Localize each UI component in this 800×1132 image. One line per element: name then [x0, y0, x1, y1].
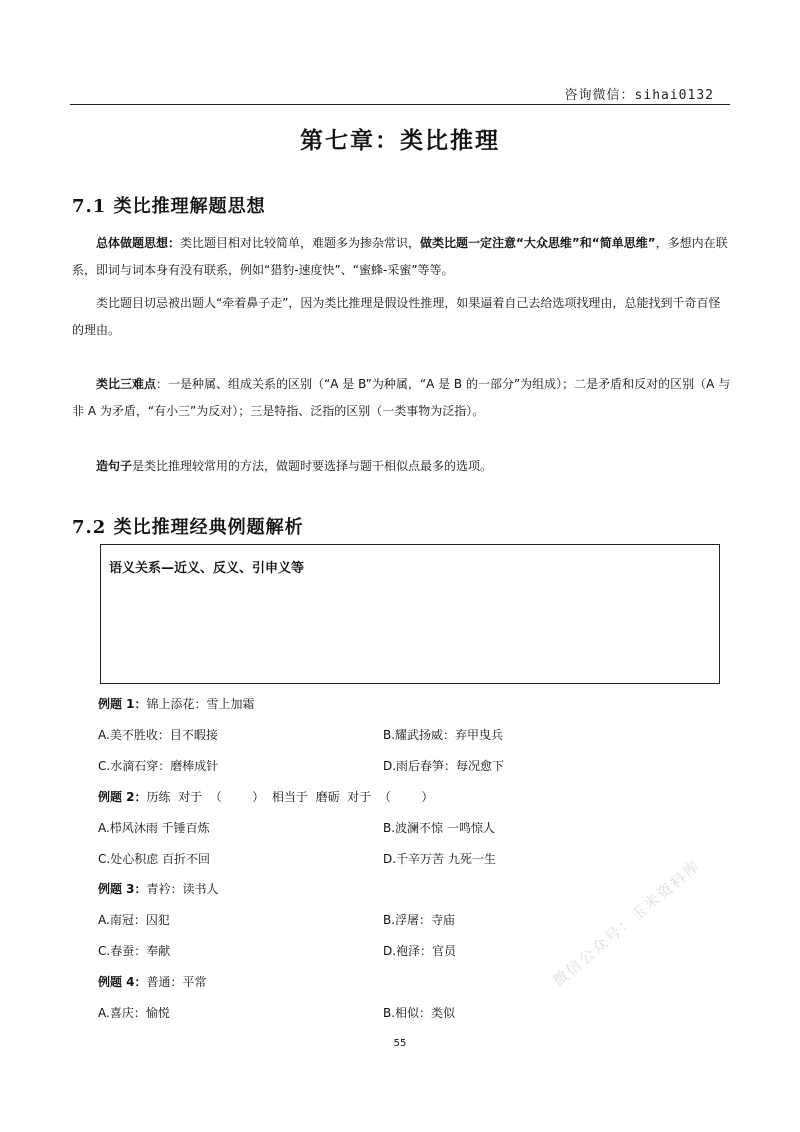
- paragraph-three-difficulties: [72, 371, 732, 425]
- example-1-stem: [98, 695, 255, 713]
- example-1-option-b: B.耀武扬威：弃甲曳兵: [383, 728, 504, 742]
- example-2-option-b: B.波澜不惊 一鸣惊人: [383, 821, 495, 835]
- example-4-question: 普通：平常: [146, 975, 207, 989]
- paragraph-caution: [72, 290, 732, 344]
- topic-box-title: 语义关系—近义、反义、引申义等: [109, 561, 305, 576]
- example-2-stem: [98, 788, 433, 806]
- overall-approach-text1: 类比题目相对比较简单，难题多为掺杂常识，: [180, 236, 421, 250]
- caution-text: 类比题目切忌被出题人“牵着鼻子走”，因为类比推理是假设性推理，如果逼着自己去给选项找理由，总能找到千奇百怪的理由。: [72, 296, 721, 337]
- section-title-7-1: 7.1 类比推理解题思想: [72, 196, 266, 217]
- page-number: 55: [393, 1038, 407, 1049]
- overall-approach-label: 总体做题思想：: [96, 236, 181, 250]
- example-3-option-b: B.浮屠：寺庙: [383, 913, 456, 927]
- overall-approach-bold: 做类比题一定注意“大众思维”和“简单思维”: [420, 236, 656, 250]
- three-difficulties-label: 类比三难点: [96, 377, 157, 391]
- example-1-label: 例题 1：: [98, 697, 147, 711]
- make-sentence-label: 造句子: [96, 459, 133, 473]
- section-title-7-2: 7.2 类比推理经典例题解析: [72, 517, 304, 538]
- watermark: 微信公众号：玉米资料库: [549, 856, 705, 991]
- example-2-option-c: C.处心积虑 百折不回: [98, 852, 211, 866]
- example-3-option-d: D.袍泽：官员: [383, 944, 457, 958]
- header-divider: [70, 104, 730, 105]
- example-3-option-a: A.南冠：囚犯: [98, 913, 170, 927]
- example-4-label: 例题 4：: [98, 975, 147, 989]
- example-1-option-d: D.雨后春笋：每况愈下: [383, 759, 505, 773]
- example-2-question: 历练 对于 （ ） 相当于 磨砺 对于 （ ）: [146, 790, 434, 804]
- chapter-title: 第七章：类比推理: [300, 127, 500, 154]
- example-2-option-a: A.栉风沐雨 千锤百炼: [98, 821, 210, 835]
- example-1-question: 锦上添花：雪上加霜: [146, 697, 255, 711]
- paragraph-overall-approach: [72, 230, 732, 284]
- example-3-stem: [98, 880, 219, 898]
- header-contact: 咨询微信：sihai0132: [564, 88, 714, 103]
- make-sentence-text: 是类比推理较常用的方法，做题时要选择与题干相似点最多的选项。: [132, 459, 493, 473]
- example-1-option-a: A.美不胜收：目不暇接: [98, 728, 218, 742]
- overall-approach-text2: ，多想内在联系，即词与词本身有没有联系，例如“猎豹-速度快”、“蜜蜂-采蜜”等等。: [72, 236, 728, 277]
- example-3-question: 青衿：读书人: [146, 882, 219, 896]
- three-difficulties-text: ：一是种属、组成关系的区别（“A 是 B”为种属，“A 是 B 的一部分”为组成）；二是矛盾和反对的区别（A 与非 A 为矛盾，“有小三”为反对）；三是特指、泛指的区别（一类事物为泛指）。: [72, 377, 731, 418]
- example-4-stem: [98, 973, 207, 991]
- example-4-option-b: B.相似：类似: [383, 1006, 456, 1020]
- example-3-label: 例题 3：: [98, 882, 147, 896]
- example-3-option-c: C.春蚕：奉献: [98, 944, 171, 958]
- paragraph-make-sentence: [72, 453, 732, 480]
- example-4-option-a: A.喜庆：愉悦: [98, 1006, 170, 1020]
- topic-box: [100, 544, 720, 684]
- example-2-label: 例题 2：: [98, 790, 147, 804]
- example-2-option-d: D.千辛万苦 九死一生: [383, 852, 496, 866]
- example-1-option-c: C.水滴石穿：磨棒成针: [98, 759, 219, 773]
